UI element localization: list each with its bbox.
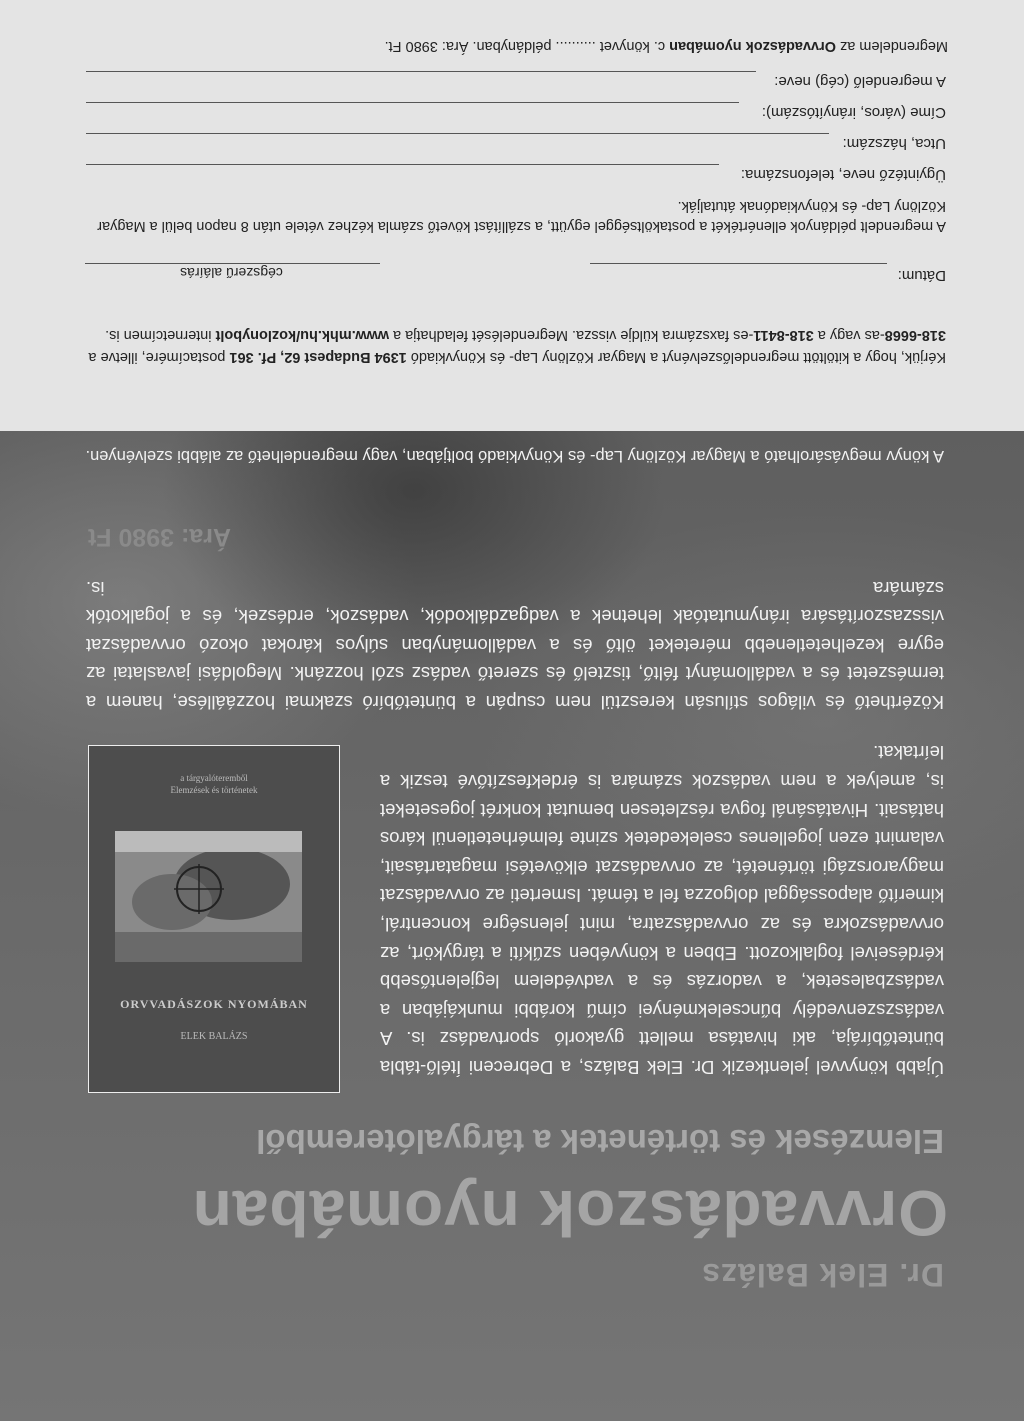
signature-field[interactable] bbox=[85, 263, 380, 264]
date-field[interactable] bbox=[590, 263, 887, 264]
company-name-label: A megrendelő (cég) neve: bbox=[774, 73, 946, 90]
fax-number-1: 318-6668 bbox=[884, 327, 946, 343]
return-instructions-text: Kérjük, hogy a kitöltött megrendelőszelvényt a Magyar Közlöny Lap- és Könyvkiadó bbox=[406, 349, 946, 365]
price-label: Ára: 3980 Ft bbox=[87, 523, 231, 551]
order-line-text: Megrendelem az bbox=[835, 38, 948, 54]
cover-author: ELEK BALÁZS bbox=[180, 1031, 248, 1042]
street-label: Utca, házszám: bbox=[842, 135, 946, 152]
book-author: Dr. Elek Balázs bbox=[701, 1257, 944, 1293]
contact-label: Ügyintéző neve, telefonszáma: bbox=[740, 166, 946, 183]
order-line-book-title: Orvvadászok nyomában bbox=[669, 38, 836, 54]
book-promo-section bbox=[0, 431, 1024, 1421]
signature-label: cégszerű aláírás bbox=[180, 265, 283, 281]
payment-note: A megrendelt példányok ellenértékét a postaköltséggel együtt, a szállítást követő számla kézhez vétele után 8 napon belül a Magyar Közlöny Lap- és Könyvkiadónak átutalják. bbox=[97, 198, 946, 234]
book-subtitle: Elemzések és történetek a tárgyalóteremből bbox=[256, 1123, 944, 1160]
company-name-field[interactable] bbox=[86, 71, 756, 72]
postal-address: 1394 Budapest 62, Pf. 361 bbox=[229, 349, 407, 365]
return-instructions-text-4: -es faxszámra küldje vissza. Megrendelését feladhatja a bbox=[389, 327, 754, 343]
cover-photo-art bbox=[115, 831, 302, 962]
address-field[interactable] bbox=[86, 102, 739, 103]
return-instructions-text-5: internetcímen is. bbox=[105, 327, 216, 343]
contact-field[interactable] bbox=[86, 164, 719, 165]
order-line-quantity-price: c. könyvet .......... példányban. Ára: 3980 Ft. bbox=[384, 38, 670, 54]
cover-subtitle-line-1: Elemzések és történetek bbox=[170, 785, 258, 795]
fax-number-2: 318-8411 bbox=[753, 327, 814, 343]
street-field[interactable] bbox=[86, 133, 829, 134]
cover-photo bbox=[115, 831, 302, 962]
availability-text: A könyv megvásárolható a Magyar Közlöny Lap- és Könyvkiadó boltjában, vagy megrendelhető az alábbi szelvényen. bbox=[85, 447, 944, 465]
book-cover-image bbox=[88, 745, 340, 1093]
return-instructions bbox=[80, 324, 946, 368]
order-form bbox=[0, 0, 1024, 431]
webshop-link[interactable]: www.mhk.hu/kozlonybolt bbox=[215, 327, 390, 343]
description-paragraph-1: Újabb könyvvel jelentkezik Dr. Elek Balázs, a Debreceni Ítélő-tábla büntetőbírája, aki hivatása mellett gyakorló sportvadász is. A vadászszenvedély bűncselekményei című korábbi munkájában a vadászbalesetek, a vadorzás és a vadvédelem legjelentősebb kérdéseivel foglalkozott. Ebben a könyvében szűkíti a tárgykört, az orvvadászokra és az orvvadászatra, mint jelenségre koncentrál, kimerítő alapossággal dolgozza fel a témát. Ismerteti az orvvadászat magyarországi történetét, az orvvadászat elkövetési magatartásait, valamint ezen jogellenes cselekedetek szinte felmérhetetlenül káros hatásait. Hivatásánál fogva részletesen bemutat konkrét jogeseteket is, amelyek a nem vadászok számára is érdekfeszítővé teszik a leírtakat. bbox=[380, 742, 944, 1078]
order-line bbox=[78, 35, 948, 56]
date-label: Dátum: bbox=[897, 267, 946, 284]
cover-subtitle-line-2: a tárgyalóteremből bbox=[180, 773, 248, 783]
return-instructions-text-3: -as vagy a bbox=[813, 327, 885, 343]
cover-title: ORVVADÁSZOK NYOMÁBAN bbox=[120, 997, 308, 1011]
description-paragraph-2: Közérthető és világos stílusán keresztül nem csupán a büntetőbíró szakmai hozzáállése, hanem a természetet és a vadállományt féltő, tisztelő és szerető vadász szól hozzánk. Megoldási javaslatai az egyre kezelhetetlenebb méreteket öltő és a vadállományban súlyos károkat okozó orvvadászat visszaszorítására iránymutatóak lehetnek a vadgazdálkodók, vadászok, erdészek, és a jogalkotók számára is. bbox=[86, 577, 944, 713]
address-label: Címe (város, irányítószám): bbox=[761, 104, 946, 121]
cover-subtitle bbox=[89, 772, 339, 796]
return-instructions-text-2: postacímére, illetve a bbox=[88, 349, 230, 365]
book-title: Orvvadászok nyomában bbox=[191, 1177, 948, 1249]
